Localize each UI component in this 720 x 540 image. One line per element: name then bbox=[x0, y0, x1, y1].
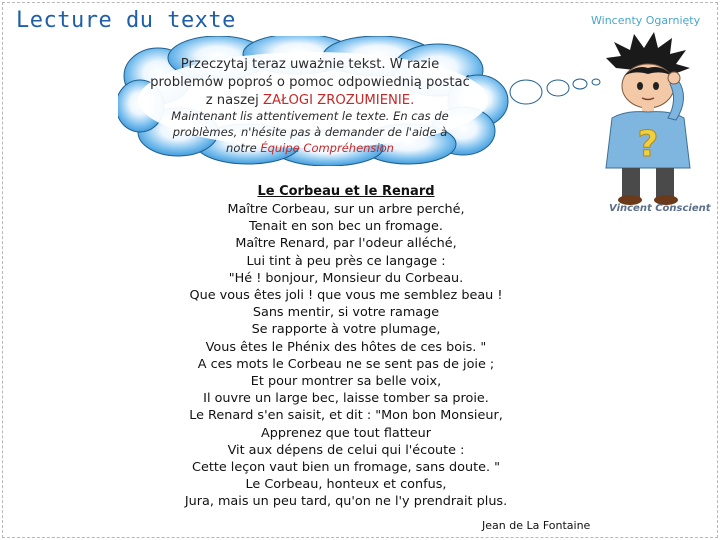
poem-line: Jura, mais un peu tard, qu'on ne l'y prendrait plus. bbox=[184, 494, 508, 510]
poem-line: Il ouvre un large bec, laisse tomber sa proie. bbox=[203, 391, 489, 407]
bubble-polish-text: Przeczytaj teraz uważnie tekst. W razie problemów poproś o pomoc odpowiednią postać z naszej bbox=[150, 57, 470, 108]
poem-line: Que vous êtes joli ! que vous me semblez beau ! bbox=[189, 288, 503, 304]
poem-line: Sans mentir, si votre ramage bbox=[252, 305, 440, 321]
author-name: Wincenty Ogarnięty bbox=[591, 14, 701, 27]
poem-line: Maître Renard, par l'odeur alléché, bbox=[235, 236, 457, 252]
bubble-polish-crew: ZAŁOGI ZROZUMIENIE. bbox=[263, 93, 415, 108]
poem-line: Maître Corbeau, sur un arbre perché, bbox=[227, 202, 465, 217]
poem-body bbox=[160, 201, 532, 511]
poem-line: A ces mots le Corbeau ne se sent pas de joie ; bbox=[197, 356, 495, 372]
question-mark-character-icon bbox=[586, 28, 706, 208]
bubble-french-crew: Équipe Compréhension bbox=[260, 141, 394, 155]
poem-signature: Jean de La Fontaine bbox=[482, 519, 591, 532]
page-title: Lecture du texte bbox=[16, 8, 236, 33]
bubble-french-text: Maintenant lis attentivement le texte. En cas de problèmes, n'hésite pas à demander de l'aide à notre bbox=[171, 109, 449, 155]
character-name: Vincent Conscient bbox=[609, 203, 711, 214]
poem-title: Le Corbeau et le Renard bbox=[257, 184, 435, 199]
bubble-text-french bbox=[160, 108, 460, 156]
poem-line: Vit aux dépens de celui qui l'écoute : bbox=[227, 442, 465, 458]
poem-line: Vous êtes le Phénix des hôtes de ces bois. " bbox=[205, 339, 487, 355]
poem-line: Le Renard s'en saisit, et dit : "Mon bon Monsieur, bbox=[189, 408, 503, 424]
shirt-question-mark: ? bbox=[637, 124, 659, 165]
poem-line: Se rapporte à votre plumage, bbox=[251, 322, 441, 338]
poem-line: "Hé ! bonjour, Monsieur du Corbeau. bbox=[228, 270, 464, 286]
bubble-text-polish bbox=[150, 56, 470, 110]
poem-line: Le Corbeau, honteux et confus, bbox=[245, 477, 447, 493]
poem-line: Cette leçon vaut bien un fromage, sans doute. " bbox=[192, 460, 500, 476]
poem-line: Lui tint à peu près ce langage : bbox=[246, 253, 446, 269]
poem-line: Et pour montrer sa belle voix, bbox=[250, 374, 442, 390]
poem-line: Apprenez que tout flatteur bbox=[260, 425, 432, 441]
poem-line: Tenait en son bec un fromage. bbox=[249, 219, 443, 235]
